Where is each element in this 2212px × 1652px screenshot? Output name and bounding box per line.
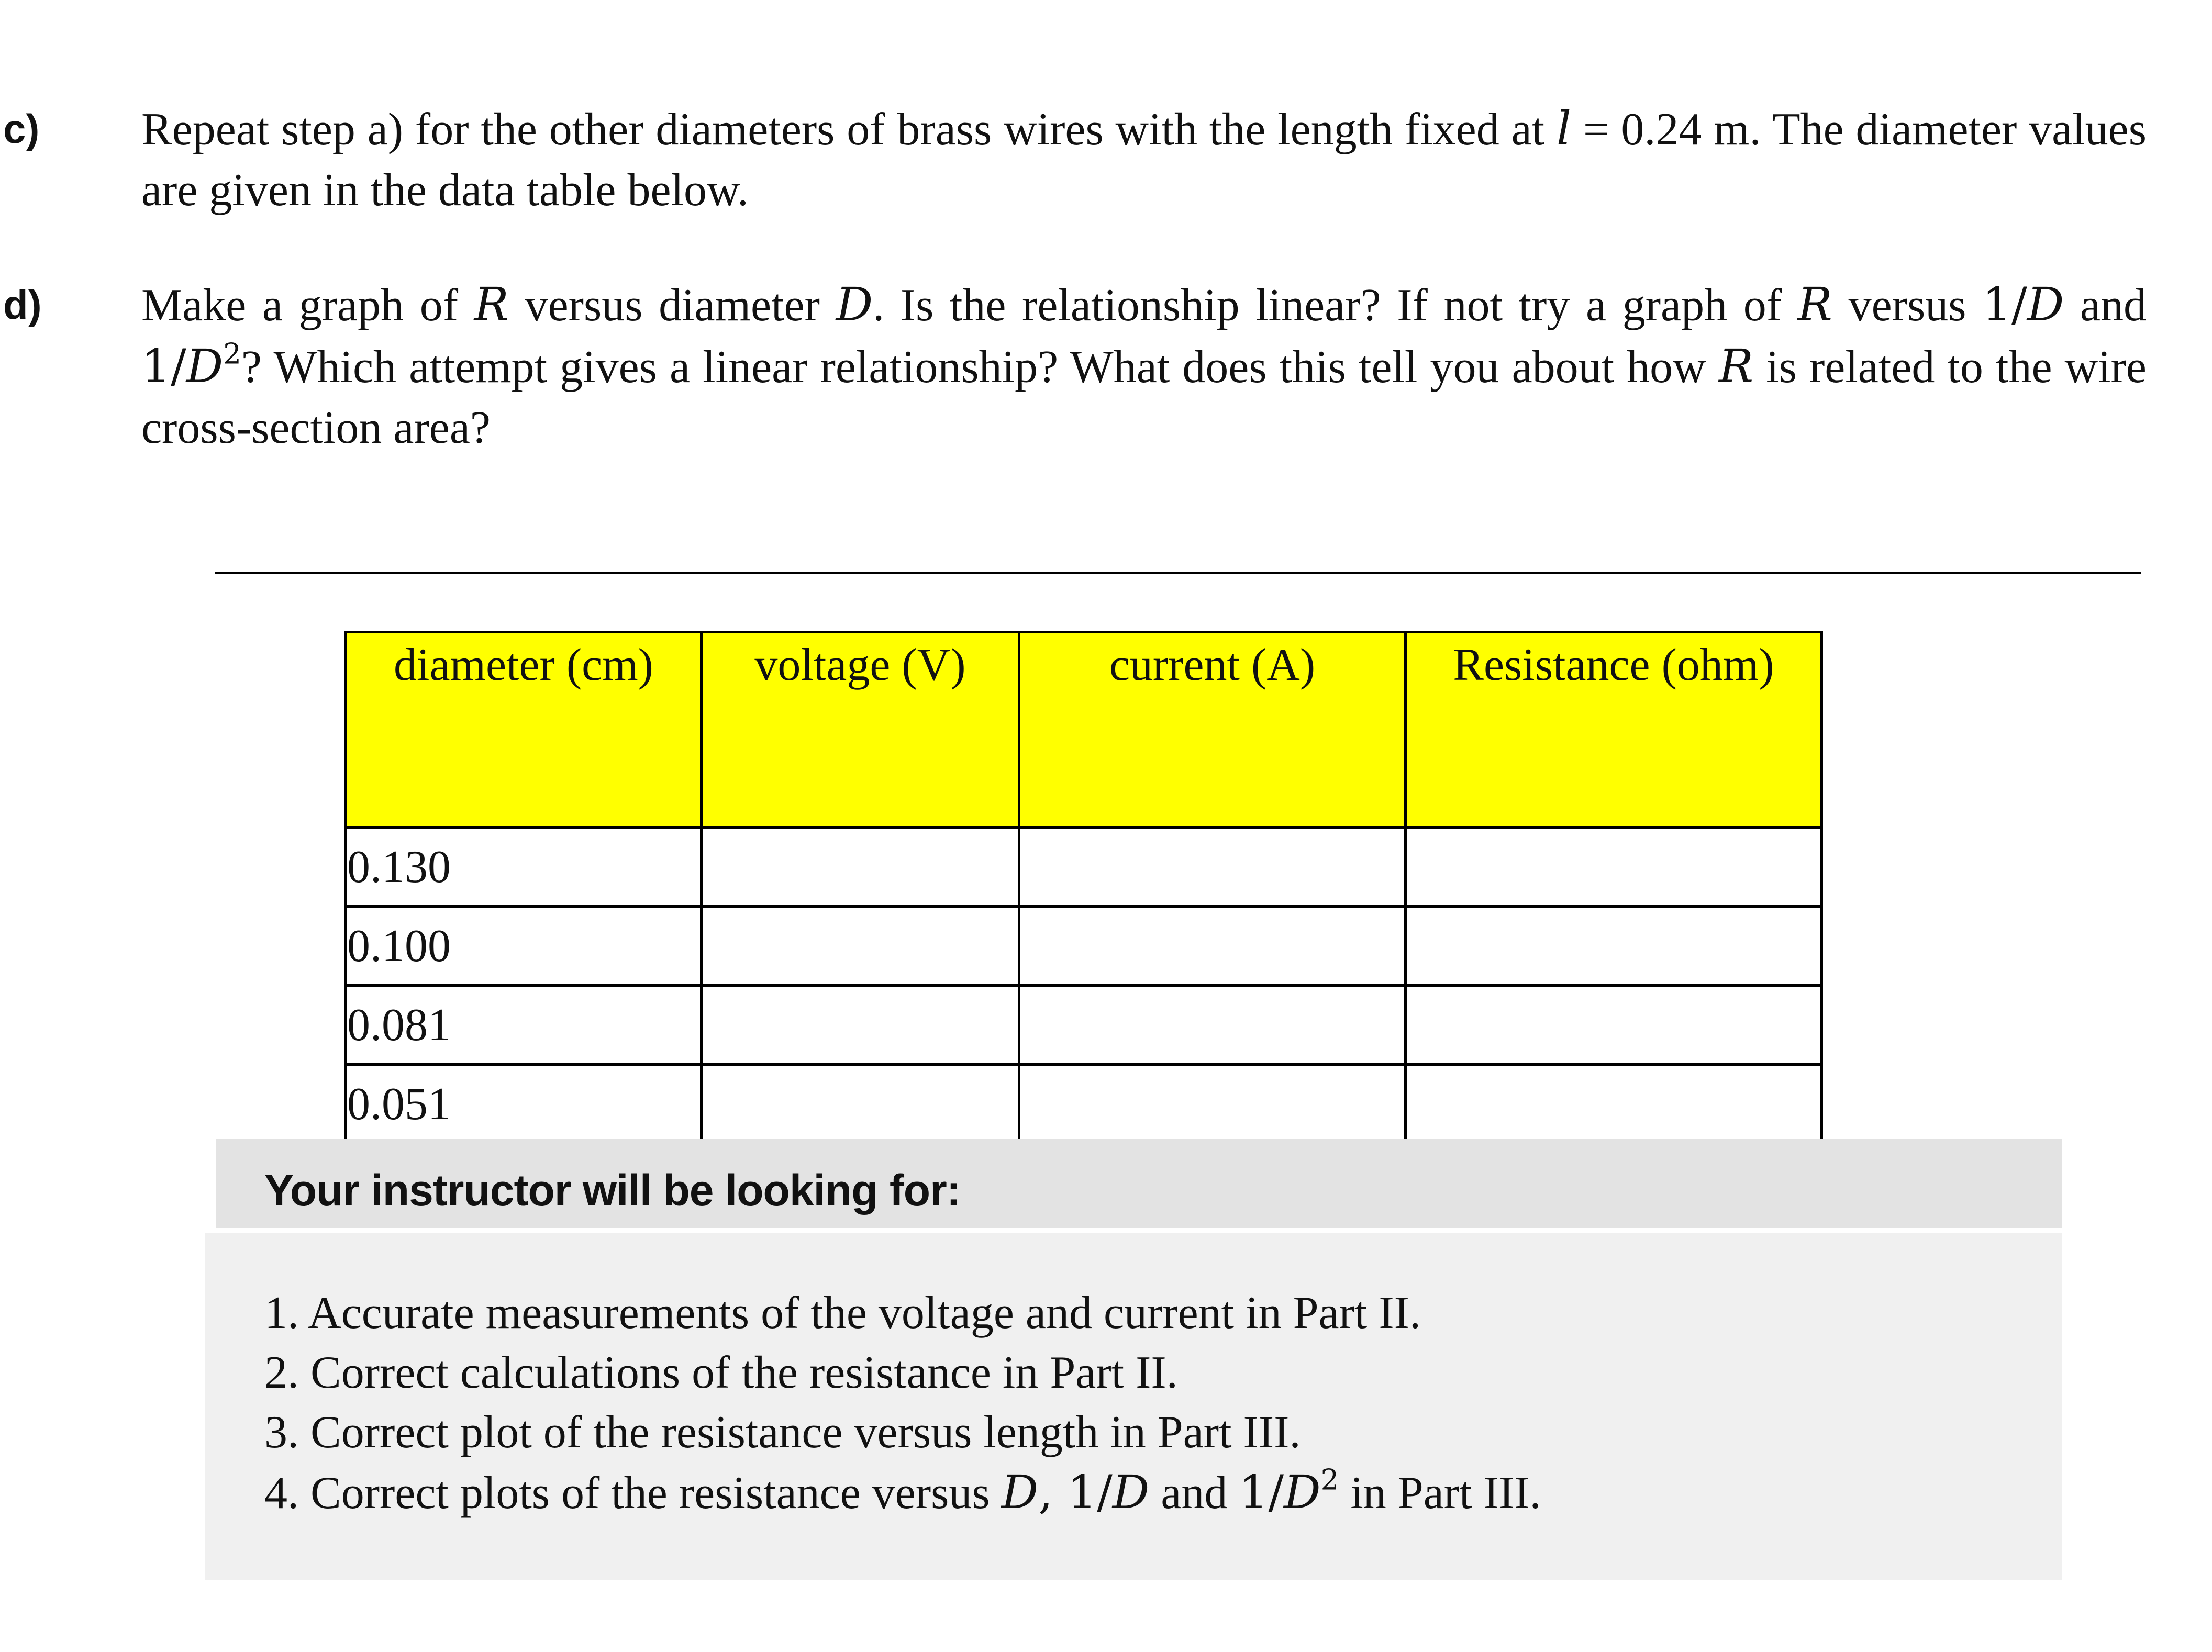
table-row [346, 828, 1822, 907]
diameter-cell: 0.081 [346, 986, 702, 1065]
item4-text-1: 4. Correct plots of the resistance versus [264, 1468, 1002, 1519]
var-d: D [836, 277, 873, 331]
table-row [346, 907, 1822, 986]
list-item: 3. Correct plot of the resistance versus length in Part III. [264, 1407, 1301, 1458]
header-row [346, 632, 1822, 828]
item-d-text-1: Make a graph of [141, 280, 474, 331]
instructor-box-header [216, 1139, 2062, 1228]
item4-text-2: in Part III. [1339, 1468, 1541, 1519]
item-c-text [141, 98, 2147, 221]
item-d-text-3: . Is the relationship linear? If not try a graph of [873, 280, 1798, 331]
criteria-list [264, 1283, 1541, 1523]
var-d: D [2027, 277, 2064, 331]
list-item: 2. Correct calculations of the resistance in Part II. [264, 1347, 1178, 1398]
item-d-text-6: ? Which attempt gives a linear relationship? What does this tell you about how [241, 342, 1719, 393]
header-resistance: Resistance (ohm) [1406, 632, 1822, 828]
list-item [264, 1463, 1541, 1523]
item-c [3, 98, 2147, 221]
instructor-box-body [205, 1233, 2062, 1580]
voltage-cell[interactable] [702, 986, 1019, 1065]
item-d-text-4: versus [1832, 280, 1983, 331]
var-d: D [1001, 1465, 1039, 1519]
square-exponent: 2 [1320, 1463, 1339, 1497]
data-table [344, 631, 1823, 1145]
inverse-prefix: 1/ [1982, 277, 2027, 331]
item-d-text [141, 274, 2147, 459]
diameter-cell: 0.100 [346, 907, 702, 986]
current-cell[interactable] [1019, 1065, 1406, 1144]
item-d-label: d) [3, 282, 42, 328]
inverse-prefix: 1/ [1239, 1465, 1284, 1519]
current-cell[interactable] [1019, 986, 1406, 1065]
table-row [346, 986, 1822, 1065]
resistance-cell[interactable] [1406, 986, 1822, 1065]
item-c-text-1: Repeat step a) for the other diameters of brass wires with the length fixed at [141, 104, 1557, 155]
header-voltage: voltage (V) [702, 632, 1019, 828]
current-cell[interactable] [1019, 907, 1406, 986]
item-d [3, 274, 2147, 459]
diameter-cell: 0.051 [346, 1065, 702, 1144]
resistance-cell[interactable] [1406, 828, 1822, 907]
answer-line [215, 572, 2141, 574]
voltage-cell[interactable] [702, 907, 1019, 986]
item-d-text-2: versus diameter [508, 280, 836, 331]
square-exponent: 2 [223, 337, 241, 371]
item-d-text-7: is related to the wire cross-section area? [141, 342, 2147, 453]
var-r: R [474, 277, 509, 331]
var-d: D [1284, 1465, 1321, 1519]
header-diameter: diameter (cm) [346, 632, 702, 828]
var-d: D [1112, 1465, 1150, 1519]
item-c-text-2: = 0.24 m. The diameter values are given in the data table below. [141, 104, 2147, 216]
header-current: current (A) [1019, 632, 1406, 828]
instructor-box-heading: Your instructor will be looking for: [264, 1166, 961, 1215]
list-item: 1. Accurate measurements of the voltage and current in Part II. [264, 1288, 1421, 1338]
item-c-label: c) [3, 106, 40, 152]
resistance-cell[interactable] [1406, 1065, 1822, 1144]
diameter-cell: 0.130 [346, 828, 702, 907]
and-text: and [1149, 1468, 1239, 1519]
comma: , [1038, 1465, 1068, 1519]
var-r: R [1718, 339, 1754, 393]
inverse-prefix: 1/ [1068, 1465, 1113, 1519]
item-d-text-5: and [2064, 280, 2147, 331]
resistance-cell[interactable] [1406, 907, 1822, 986]
table-row [346, 1065, 1822, 1144]
length-variable: l [1556, 102, 1572, 155]
current-cell[interactable] [1019, 828, 1406, 907]
var-d: D [186, 339, 224, 393]
var-r: R [1797, 277, 1832, 331]
voltage-cell[interactable] [702, 1065, 1019, 1144]
voltage-cell[interactable] [702, 828, 1019, 907]
inverse-prefix: 1/ [141, 339, 186, 393]
